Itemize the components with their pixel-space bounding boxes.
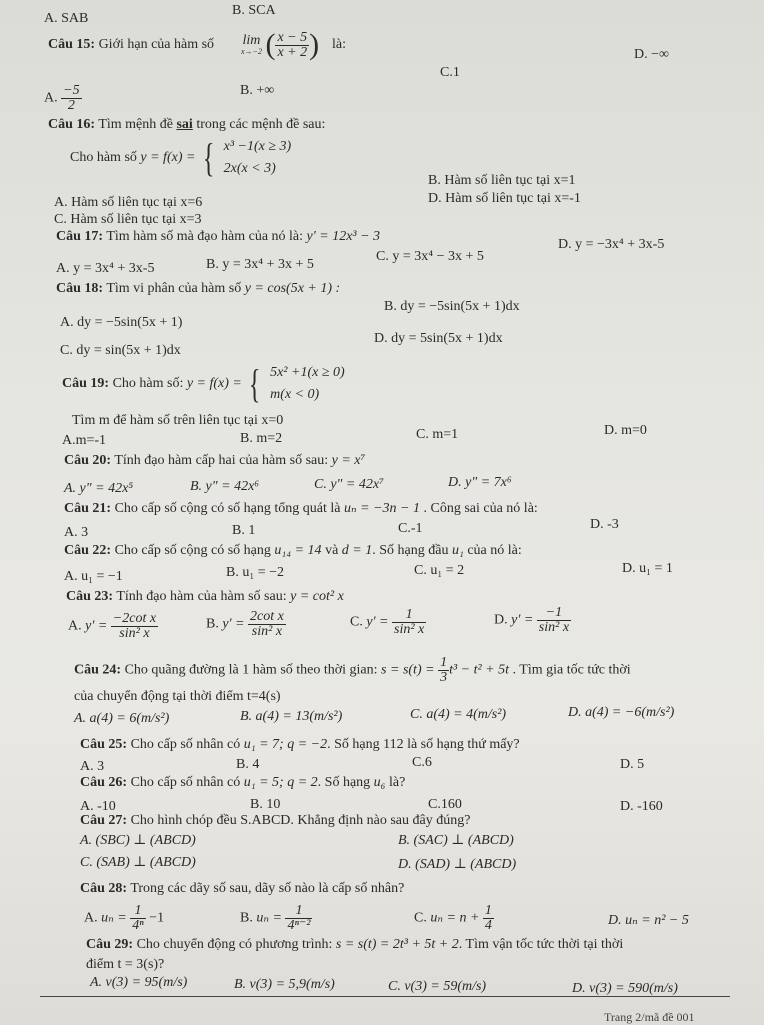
q15-lim-sub: x→−2 xyxy=(241,47,262,56)
q26-option-a: A. -10 xyxy=(80,799,116,814)
question-18: Câu 18: Tìm vi phân của hàm số y = cos(5x + 1) : xyxy=(56,281,341,296)
question-20: Câu 20: Tính đạo hàm cấp hai của hàm số sau: y = x⁷ xyxy=(64,453,366,468)
q16-option-a: A. Hàm số liên tục tại x=6 xyxy=(54,195,203,210)
q19-option-d: D. m=0 xyxy=(604,423,647,438)
q25-option-d: D. 5 xyxy=(620,757,645,772)
q25-option-b: B. 4 xyxy=(236,757,260,772)
question-19: Câu 19: Cho hàm số: y = f(x) = { 5x² +1(x ≥ 0) m(x < 0) xyxy=(62,361,345,406)
q24-option-d: D. a(4) = −6(m/s²) xyxy=(568,705,675,720)
q27-option-a: A. (SBC) ⊥ (ABCD) xyxy=(80,833,196,848)
top-option-b: B. SCA xyxy=(232,3,276,18)
q29-option-a: A. v(3) = 95(m/s) xyxy=(90,975,188,990)
q19-case-2: m(x < 0) xyxy=(270,387,320,402)
question-24: Câu 24: Cho quãng đường là 1 hàm số theo thời gian: s = s(t) = $\frac{1}{3}$ t³ − t² + 5t . Tìm gia tốc tức thời xyxy=(74,655,631,685)
q15-lim: lim xyxy=(242,33,261,48)
page-footer: Trang 2/mã đề 001 xyxy=(604,1010,695,1024)
q21-option-a: A. 3 xyxy=(64,525,89,540)
q15-tail: là: xyxy=(332,37,346,52)
q16-sai: sai xyxy=(176,117,193,132)
q26-option-d: D. -160 xyxy=(620,799,663,814)
q29-option-d: D. v(3) = 590(m/s) xyxy=(572,981,678,996)
q15-text: Giới hạn của hàm số xyxy=(98,37,215,52)
q22-option-c: C. u₁ = 2 xyxy=(414,563,465,578)
q15-den: x + 2 xyxy=(277,44,308,60)
q24-option-b: B. a(4) = 13(m/s²) xyxy=(240,709,343,724)
q15-option-d: D. −∞ xyxy=(634,47,669,62)
q23-option-c: C. y' = $\frac{1}{\text{sin² x}}$ xyxy=(350,607,425,637)
q22-option-a: A. u₁ = −1 xyxy=(64,569,123,584)
q16-option-d: D. Hàm số liên tục tại x=-1 xyxy=(428,191,581,206)
question-29: Câu 29: Cho chuyển động có phương trình: s = s(t) = 2t³ + 5t + 2. Tìm vận tốc tức thời tại thời xyxy=(86,937,624,952)
q19-option-b: B. m=2 xyxy=(240,431,283,446)
question-28: Câu 28: Trong các dãy số sau, dãy số nào là cấp số nhân? xyxy=(80,881,405,896)
q15-option-c: C.1 xyxy=(440,65,460,80)
q27-option-b: B. (SAC) ⊥ (ABCD) xyxy=(398,833,514,848)
q17-option-d: D. y = −3x⁴ + 3x-5 xyxy=(558,237,665,252)
question-16: Câu 16: Tìm mệnh đề sai trong các mệnh đề sau: xyxy=(48,117,326,132)
top-option-a: A. SAB xyxy=(44,11,89,26)
question-21: Câu 21: Cho cấp số cộng có số hạng tổng quát là uₙ = −3n − 1 . Công sai của nó là: xyxy=(64,501,538,516)
q27-option-d: D. (SAD) ⊥ (ABCD) xyxy=(398,857,517,872)
q21-option-b: B. 1 xyxy=(232,523,256,538)
q16-option-b: B. Hàm số liên tục tại x=1 xyxy=(428,173,576,188)
q26-option-c: C.160 xyxy=(428,797,462,812)
q18-option-c: C. dy = sin(5x + 1)dx xyxy=(60,343,181,358)
q23-option-a: A. y' = $\frac{\text{−2cot x}}{\text{sin² x}}$ xyxy=(68,611,157,641)
q16-function: Cho hàm số y = f(x) = { x³ −1(x ≥ 3) 2x(x < 3) xyxy=(70,135,292,180)
q28-option-c: C. uₙ = n + $\frac{1}{4}$ xyxy=(414,903,492,933)
q22-option-d: D. u₁ = 1 xyxy=(622,561,673,576)
q17-option-b: B. y = 3x⁴ + 3x + 5 xyxy=(206,257,314,272)
q29-option-b: B. v(3) = 5,9(m/s) xyxy=(234,977,335,992)
q17-option-c: C. y = 3x⁴ − 3x + 5 xyxy=(376,249,484,264)
q15-a-num: −5 xyxy=(63,83,80,98)
q15-head: Câu 15: xyxy=(48,37,96,52)
q20-option-c: C. y" = 42x⁷ xyxy=(314,477,384,492)
q18-option-a: A. dy = −5sin(5x + 1) xyxy=(60,315,183,330)
question-26: Câu 26: Cho cấp số nhân có u₁ = 5; q = 2. Số hạng u₆ là? xyxy=(80,775,406,790)
q18-option-d: D. dy = 5sin(5x + 1)dx xyxy=(374,331,503,346)
q16-case-1: x³ −1(x ≥ 3) xyxy=(223,139,292,154)
q25-option-a: A. 3 xyxy=(80,759,105,774)
q16-case-2: 2x(x < 3) xyxy=(223,161,276,176)
q23-option-b: B. y' = $\frac{\text{2cot x}}{\text{sin² x}}$ xyxy=(206,609,284,639)
q15-option-b: B. +∞ xyxy=(240,83,275,98)
q15-num: x − 5 xyxy=(277,29,308,45)
q15-option-a: A. $\frac{-5}{2}$ xyxy=(44,83,80,113)
q21-option-c: C.-1 xyxy=(398,521,423,536)
q18-option-b: B. dy = −5sin(5x + 1)dx xyxy=(384,299,520,314)
question-17: Câu 17: Tìm hàm số mà đạo hàm của nó là: y' = 12x³ − 3 xyxy=(56,229,381,244)
q25-option-c: C.6 xyxy=(412,755,432,770)
q29-line2: điểm t = 3(s)? xyxy=(86,957,165,972)
q19-ask: Tìm m để hàm số trên liên tục tại x=0 xyxy=(72,413,284,428)
q16-option-c: C. Hàm số liên tục tại x=3 xyxy=(54,212,202,227)
q17-option-a: A. y = 3x⁴ + 3x-5 xyxy=(56,261,155,276)
q24-line2: của chuyển động tại thời điểm t=4(s) xyxy=(74,689,281,704)
q19-case-1: 5x² +1(x ≥ 0) xyxy=(270,365,345,380)
q29-option-c: C. v(3) = 59(m/s) xyxy=(388,979,487,994)
q26-option-b: B. 10 xyxy=(250,797,281,812)
q19-option-c: C. m=1 xyxy=(416,427,459,442)
q20-option-d: D. y" = 7x⁶ xyxy=(448,475,512,490)
q23-option-d: D. y' = $\frac{-1}{\text{sin² x}}$ xyxy=(494,605,570,635)
question-25: Câu 25: Cho cấp số nhân có u₁ = 7; q = −2. Số hạng 112 là số hạng thứ mấy? xyxy=(80,737,520,752)
q24-option-a: A. a(4) = 6(m/s²) xyxy=(74,711,170,726)
question-27: Câu 27: Cho hình chóp đều S.ABCD. Khẳng định nào sau đây đúng? xyxy=(80,813,471,828)
q19-option-a: A.m=-1 xyxy=(62,433,107,448)
question-15 xyxy=(48,38,214,52)
q20-option-a: A. y" = 42x⁵ xyxy=(64,481,134,496)
question-23: Câu 23: Tính đạo hàm của hàm số sau: y = cot² x xyxy=(66,589,344,604)
q24-option-c: C. a(4) = 4(m/s²) xyxy=(410,707,507,722)
q15-a-den: 2 xyxy=(67,98,75,113)
q28-option-a: A. uₙ = $\frac{1}{\text{4ⁿ}}$ −1 xyxy=(84,903,165,933)
question-22: Câu 22: Cho cấp số cộng có số hạng u₁₄ = 14 và d = 1. Số hạng đầu u₁ của nó là: xyxy=(64,543,522,558)
q20-option-b: B. y" = 42x⁶ xyxy=(190,479,260,494)
q28-option-b: B. uₙ = $\frac{1}{\text{4ⁿ⁻²}}$ xyxy=(240,903,311,933)
q28-option-d: D. uₙ = n² − 5 xyxy=(608,913,689,928)
q21-option-d: D. -3 xyxy=(590,517,619,532)
q22-option-b: B. u₁ = −2 xyxy=(226,565,285,580)
page-divider xyxy=(40,996,730,997)
q15-limit: lim x→−2 ( $\frac{x - 5}{x + 2}$ ) xyxy=(241,28,320,61)
q27-option-c: C. (SAB) ⊥ (ABCD) xyxy=(80,855,196,870)
